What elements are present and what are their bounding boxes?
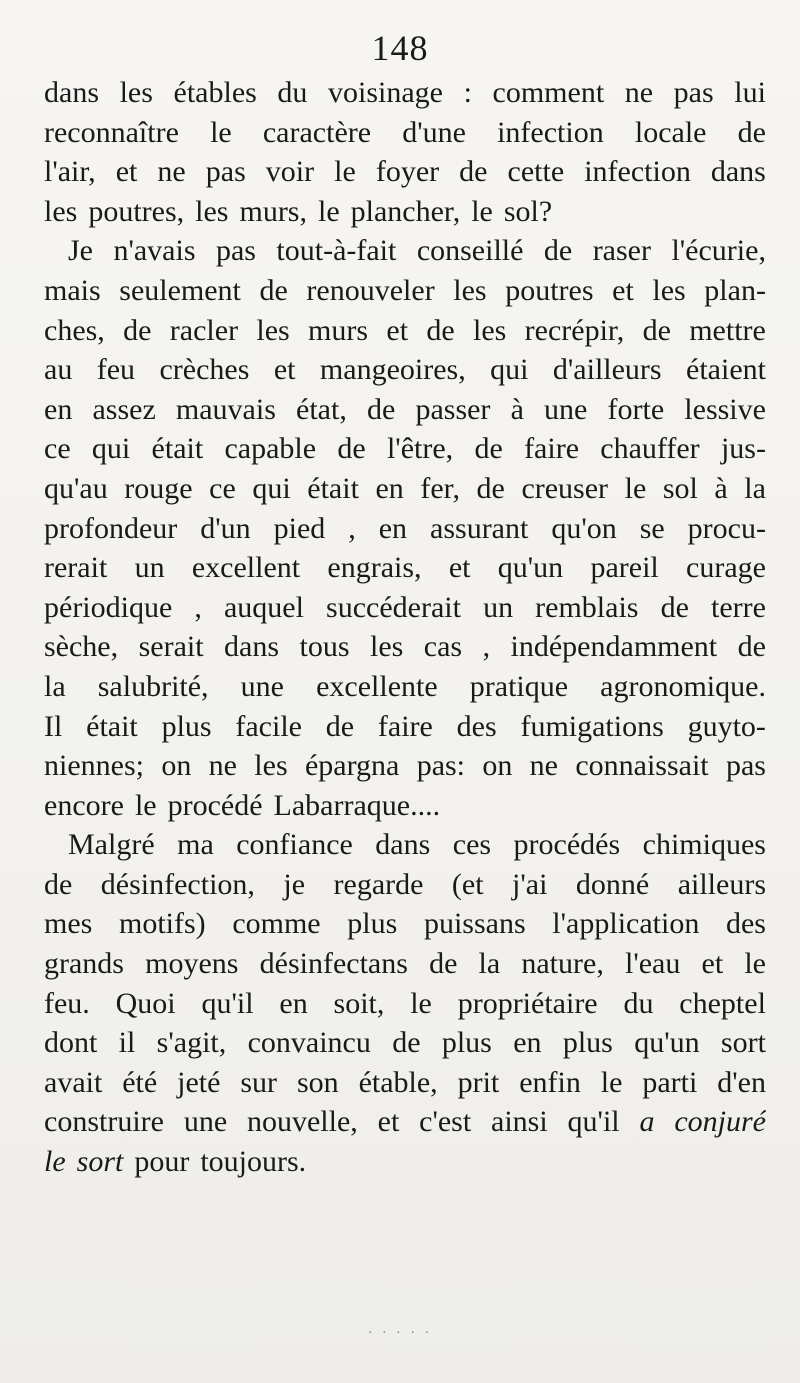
word: : <box>463 76 472 109</box>
word: infection <box>584 155 691 189</box>
word: pas <box>205 155 246 189</box>
word: faire <box>377 709 433 743</box>
word: chimiques <box>642 828 766 862</box>
word: périodique <box>44 590 173 624</box>
word: poutres, <box>88 194 185 228</box>
word: le <box>624 471 647 505</box>
word: l'air, <box>44 155 96 189</box>
word: regarde <box>333 867 424 901</box>
word: le <box>744 947 766 981</box>
word: seulement <box>119 273 241 307</box>
word: agronomique. <box>600 669 766 703</box>
word: Malgré <box>68 828 155 862</box>
word: niennes; <box>44 749 144 783</box>
word: l'écurie, <box>671 234 766 268</box>
page-smudge: · · · · · <box>367 1326 433 1341</box>
text-line <box>44 627 766 667</box>
word: les <box>44 194 78 228</box>
word: excellente <box>316 669 438 703</box>
word: plus <box>562 1026 613 1060</box>
word: qui <box>91 432 131 466</box>
text-line <box>44 113 766 153</box>
word: , <box>194 590 202 624</box>
word: dont <box>44 1026 98 1060</box>
word: était <box>86 709 138 743</box>
word: qu'au <box>44 471 108 505</box>
word: lui <box>734 76 766 109</box>
word: donné <box>575 867 650 901</box>
word: moyens <box>145 947 239 981</box>
word: pied <box>273 511 326 545</box>
word: conjuré <box>674 1105 766 1139</box>
word: motifs) <box>118 907 206 941</box>
text-line <box>44 231 766 271</box>
word: plus <box>161 709 212 743</box>
word: foyer <box>375 155 440 189</box>
word: d'un <box>200 511 251 545</box>
word: un <box>483 590 514 624</box>
word: Quoi <box>115 986 176 1020</box>
word: soit, <box>333 986 385 1020</box>
word: ne <box>157 155 186 189</box>
word: prit <box>457 1065 500 1099</box>
word: et <box>115 155 138 189</box>
word: en <box>279 986 308 1020</box>
text-line <box>44 271 766 311</box>
word: désinfection, <box>100 867 255 901</box>
word: mais <box>44 273 101 307</box>
word: grands <box>44 947 124 981</box>
text-line <box>44 588 766 628</box>
word: n'avais <box>113 234 196 268</box>
word: sèche, <box>44 630 119 664</box>
word: pour <box>134 1145 190 1179</box>
text-line <box>44 311 766 351</box>
word: murs <box>308 313 369 347</box>
word: état, <box>296 392 347 426</box>
word: ne <box>529 749 558 783</box>
text-line <box>44 73 766 113</box>
word: convaincu <box>247 1026 371 1060</box>
word: avait <box>44 1065 103 1099</box>
word: de <box>660 590 689 624</box>
word: dans <box>224 630 280 664</box>
word: et <box>273 353 296 387</box>
text-line <box>44 667 766 707</box>
word: (et <box>451 867 484 901</box>
word: des <box>456 709 497 743</box>
word: , <box>348 511 356 545</box>
word: sort <box>720 1026 766 1060</box>
word: désinfectans <box>259 947 408 981</box>
word: le <box>210 115 232 149</box>
word: on <box>161 749 192 783</box>
word: ainsi <box>491 1105 548 1139</box>
word: auquel <box>223 590 304 624</box>
word: ailleurs <box>677 867 766 901</box>
word: engrais, <box>327 551 422 585</box>
word: encore <box>44 788 124 822</box>
word: assurant <box>430 511 529 545</box>
word: guyto- <box>687 709 766 743</box>
word: Labarraque.... <box>273 788 441 822</box>
word: locale <box>634 115 707 149</box>
word: et <box>377 1105 400 1139</box>
word: tous <box>299 630 350 664</box>
word: voisinage <box>328 76 443 109</box>
word: pas <box>725 749 766 783</box>
text-line <box>44 390 766 430</box>
text-line <box>44 707 766 747</box>
word: le <box>44 1145 66 1179</box>
word: qu'il <box>201 986 254 1020</box>
word: capable <box>224 432 317 466</box>
word: mauvais <box>175 392 276 426</box>
word: jus- <box>720 432 766 466</box>
word: l'être, <box>386 432 454 466</box>
word: feu. <box>44 986 90 1020</box>
word: une <box>183 1105 228 1139</box>
word: dans <box>710 155 766 189</box>
word: qui <box>252 471 291 505</box>
word: murs, <box>239 194 307 228</box>
word: les <box>256 313 290 347</box>
word: dans <box>44 76 99 109</box>
word: sort <box>76 1145 124 1179</box>
word: la <box>44 669 66 703</box>
word: a <box>639 1105 655 1139</box>
word: caractère <box>262 115 372 149</box>
word: du <box>623 986 654 1020</box>
word: se <box>639 511 665 545</box>
word: au <box>44 353 73 387</box>
word: du <box>277 76 308 109</box>
word: tout-à-fait <box>276 234 397 268</box>
word: épargna <box>304 749 400 783</box>
word: en <box>375 471 404 505</box>
word: plan- <box>704 273 766 307</box>
word: procédé <box>167 788 263 822</box>
word: le <box>410 986 432 1020</box>
text-line <box>44 786 766 826</box>
word: le <box>317 194 340 228</box>
word: pas: <box>416 749 466 783</box>
word: confiance <box>236 828 353 862</box>
word: infection <box>497 115 604 149</box>
word: assez <box>92 392 156 426</box>
word: cette <box>507 155 565 189</box>
word: cas <box>423 630 463 664</box>
text-line <box>44 350 766 390</box>
word: indépendamment <box>510 630 718 664</box>
word: et <box>448 551 471 585</box>
word: de <box>429 947 458 981</box>
word: les <box>195 194 229 228</box>
word: poutres <box>505 273 594 307</box>
word: lessive <box>684 392 766 426</box>
word: jeté <box>177 1065 221 1099</box>
word: pas <box>215 234 256 268</box>
word: raser <box>592 234 651 268</box>
word: de <box>392 1026 421 1060</box>
word: plancher, <box>350 194 461 228</box>
word: mettre <box>689 313 766 347</box>
text-line <box>44 1063 766 1103</box>
word: recrépir, <box>524 313 625 347</box>
word: les <box>453 273 487 307</box>
word: forte <box>607 392 665 426</box>
word: un <box>134 551 165 585</box>
word: l'eau <box>624 947 681 981</box>
word: ne <box>208 749 237 783</box>
word: de <box>259 273 288 307</box>
word: racler <box>169 313 239 347</box>
word: qu'il <box>567 1105 620 1139</box>
text-line <box>44 1023 766 1063</box>
text-line <box>44 944 766 984</box>
text-line <box>44 1142 766 1182</box>
word: qui <box>490 353 529 387</box>
word: à <box>510 392 524 426</box>
word: connaissait <box>575 749 709 783</box>
word: rouge <box>124 471 193 505</box>
word: en <box>513 1026 542 1060</box>
word: de <box>474 432 503 466</box>
word: les <box>652 273 686 307</box>
word: et <box>612 273 634 307</box>
word: mes <box>44 907 93 941</box>
word: de <box>337 432 366 466</box>
word: crèches <box>159 353 250 387</box>
word: voir <box>265 155 315 189</box>
word: nouvelle, <box>246 1105 358 1139</box>
page-number: 148 <box>371 28 429 68</box>
word: mangeoires, <box>319 353 466 387</box>
word: étable, <box>358 1065 438 1099</box>
word: le <box>600 1065 623 1099</box>
word: fumigations <box>520 709 664 743</box>
word: sur <box>240 1065 278 1099</box>
word: les <box>369 630 404 664</box>
word: de <box>476 471 505 505</box>
word: le <box>334 155 356 189</box>
word: de <box>642 313 671 347</box>
word: sol? <box>503 194 553 228</box>
word: je <box>283 867 306 901</box>
word: propriétaire <box>457 986 598 1020</box>
text-line <box>44 429 766 469</box>
text-line <box>44 469 766 509</box>
word: conseillé <box>416 234 524 268</box>
text-line <box>44 746 766 786</box>
word: on <box>482 749 513 783</box>
word: des <box>725 907 766 941</box>
text-line <box>44 548 766 588</box>
word: renouveler <box>306 273 435 307</box>
word: de <box>44 867 73 901</box>
word: feu <box>96 353 136 387</box>
word: rerait <box>44 551 108 585</box>
word: et <box>386 313 409 347</box>
word: enfin <box>519 1065 581 1099</box>
word: plus <box>347 907 398 941</box>
text-line <box>44 1102 766 1142</box>
word: de <box>426 313 455 347</box>
word: sol <box>662 471 698 505</box>
word: de <box>325 709 355 743</box>
word: de <box>123 313 152 347</box>
word: Je <box>68 234 93 268</box>
word: comment <box>492 76 605 109</box>
word: d'en <box>717 1065 766 1099</box>
word: creuser <box>521 471 609 505</box>
word: plus <box>441 1026 492 1060</box>
text-line <box>44 984 766 1024</box>
word: et <box>701 947 724 981</box>
word: remblais <box>535 590 639 624</box>
word: toujours. <box>200 1145 307 1179</box>
word: l'application <box>552 907 700 941</box>
word: les <box>119 76 153 109</box>
word: la <box>478 947 501 981</box>
word: la <box>744 471 766 505</box>
word: en <box>378 511 408 545</box>
word: les <box>473 313 507 347</box>
word: était <box>151 432 204 466</box>
text-line <box>44 192 766 232</box>
text-line <box>44 152 766 192</box>
word: étables <box>173 76 257 109</box>
word: pareil <box>590 551 659 585</box>
text-line <box>44 904 766 944</box>
word: nature, <box>521 947 604 981</box>
word: c'est <box>419 1105 472 1139</box>
word: qu'on <box>551 511 617 545</box>
word: faire <box>524 432 580 466</box>
word: de <box>737 630 766 664</box>
word: comme <box>232 907 321 941</box>
word: de <box>366 392 396 426</box>
text-line <box>44 825 766 865</box>
word: ches, <box>44 313 105 347</box>
word: été <box>122 1065 158 1099</box>
body-text <box>44 73 766 1182</box>
word: qu'un <box>497 551 564 585</box>
word: ma <box>177 828 214 862</box>
word: cheptel <box>679 986 766 1020</box>
word: puissans <box>423 907 526 941</box>
word: son <box>296 1065 339 1099</box>
word: pratique <box>469 669 569 703</box>
word: procédés <box>513 828 621 862</box>
word: ce <box>44 432 71 466</box>
word: profondeur <box>44 511 178 545</box>
word: le <box>134 788 157 822</box>
word: une <box>544 392 588 426</box>
word: excellent <box>191 551 301 585</box>
word: une <box>240 669 284 703</box>
word: les <box>254 749 288 783</box>
word: d'ailleurs <box>552 353 662 387</box>
word: terre <box>710 590 766 624</box>
word: curage <box>686 551 766 585</box>
word: ne <box>624 76 654 109</box>
word: reconnaître <box>44 115 179 149</box>
word: facile <box>235 709 302 743</box>
word: à <box>714 471 728 505</box>
word: pas <box>673 76 714 109</box>
word: parti <box>642 1065 698 1099</box>
word: qu'un <box>634 1026 700 1060</box>
word: s'agit, <box>156 1026 227 1060</box>
word: construire <box>44 1105 164 1139</box>
word: procu- <box>687 511 766 545</box>
word: Il <box>44 709 63 743</box>
word: de <box>459 155 488 189</box>
text-line <box>44 509 766 549</box>
word: de <box>543 234 573 268</box>
word: il <box>118 1026 136 1060</box>
word: passer <box>415 392 491 426</box>
word: en <box>44 392 73 426</box>
word: salubrité, <box>97 669 209 703</box>
word: , <box>482 630 491 664</box>
word: serait <box>138 630 204 664</box>
word: était <box>307 471 359 505</box>
text-line <box>44 865 766 905</box>
word: d'une <box>402 115 466 149</box>
word: chauffer <box>600 432 700 466</box>
word: fer, <box>420 471 460 505</box>
word: étaient <box>686 353 766 387</box>
word: ces <box>452 828 492 862</box>
word: succéderait <box>326 590 461 624</box>
word: ce <box>209 471 236 505</box>
word: de <box>737 115 766 149</box>
word: dans <box>375 828 431 862</box>
word: j'ai <box>512 867 548 901</box>
word: le <box>471 194 493 228</box>
